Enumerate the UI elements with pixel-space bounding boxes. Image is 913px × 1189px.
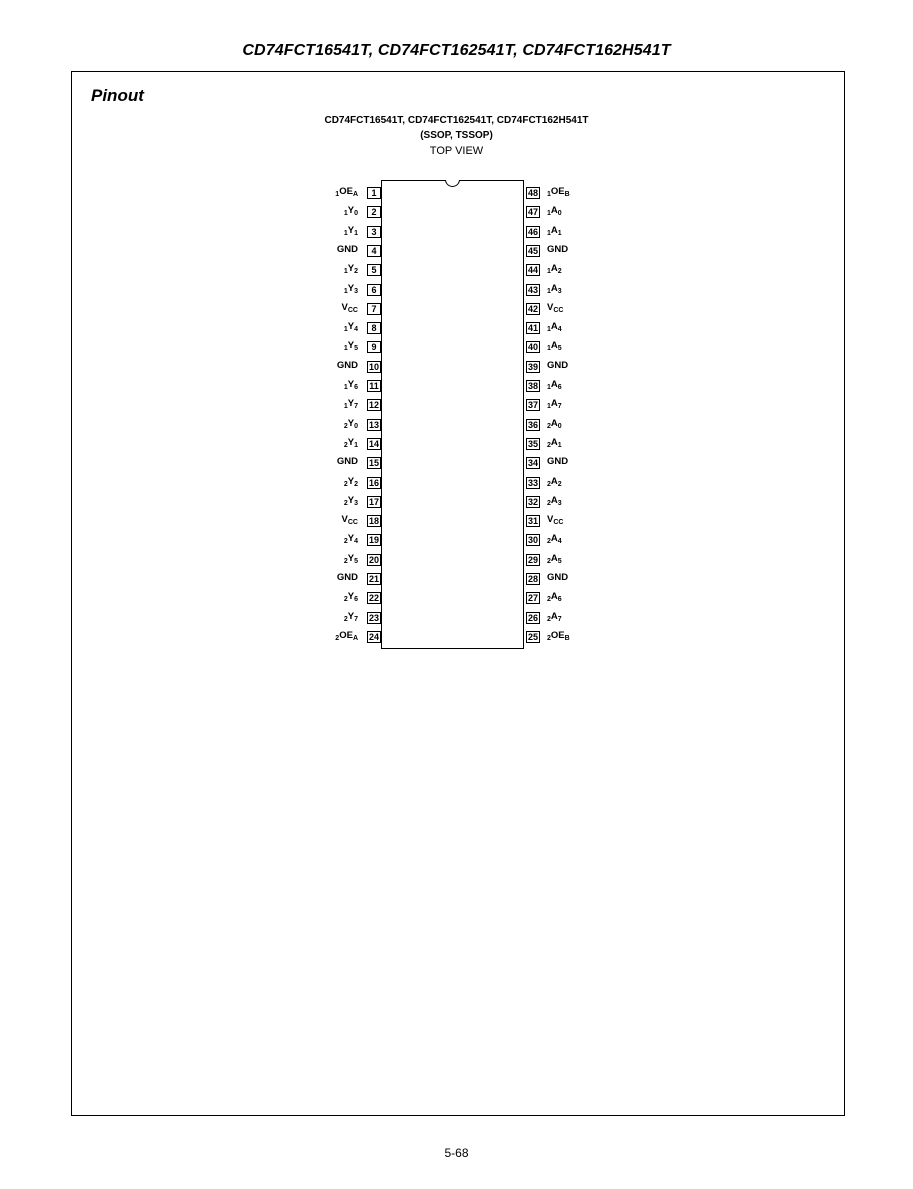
pin-number-17: 17 — [368, 497, 379, 507]
pin-label-36 — [547, 418, 562, 433]
pin-number-39: 39 — [527, 362, 538, 372]
pin-number-30: 30 — [527, 535, 538, 545]
pin-number-11: 11 — [367, 380, 381, 392]
pin-label-subscript: CC — [553, 307, 564, 314]
pin-number-45: 45 — [527, 246, 538, 256]
pin-label-prefix: 1 — [343, 384, 348, 391]
pin-number-10: 10 — [368, 362, 379, 372]
pin-label-base: A — [550, 553, 558, 564]
pin-number-24: 24 — [368, 632, 379, 642]
pin-label-prefix: 1 — [343, 326, 348, 333]
pin-label-prefix: 2 — [547, 558, 551, 565]
pin-number-22: 22 — [368, 593, 379, 603]
pin-label-prefix: 1 — [547, 288, 551, 295]
pin-label-subscript: B — [564, 191, 570, 198]
pin-label-subscript: 2 — [557, 268, 562, 275]
pin-label-base: A — [550, 379, 558, 390]
pin-label-base: Y — [347, 476, 355, 487]
pin-label-18 — [318, 514, 358, 526]
pin-label-prefix: 2 — [547, 442, 551, 449]
pin-label-subscript: 5 — [354, 558, 358, 565]
pin-number-40: 40 — [527, 342, 538, 352]
pin-label-subscript: 6 — [557, 596, 562, 603]
pin-label-subscript: 5 — [557, 345, 562, 352]
pin-label-subscript: A — [352, 635, 358, 642]
pin-number-4: 4 — [367, 245, 381, 257]
pin-label-base: Y — [347, 553, 355, 564]
pin-number-14: 14 — [368, 439, 379, 449]
pin-label-17 — [318, 495, 358, 510]
pin-label-subscript: 0 — [557, 423, 562, 430]
pin-label-base: Y — [347, 283, 355, 294]
pin-label-subscript: CC — [553, 519, 564, 526]
pin-label-base: GND — [336, 456, 358, 467]
pin-number-46: 46 — [527, 227, 538, 237]
pin-label-prefix: 1 — [547, 230, 551, 237]
pin-label-prefix: 2 — [343, 538, 348, 545]
diagram-caption-packages: (SSOP, TSSOP) — [420, 130, 493, 141]
pin-number-36: 36 — [527, 420, 538, 430]
pin-label-subscript: 4 — [557, 538, 562, 545]
pin-label-subscript: 0 — [354, 210, 358, 217]
pin-label-45 — [547, 244, 568, 256]
pin-label-base: GND — [547, 572, 569, 583]
pin-label-prefix: 2 — [343, 558, 348, 565]
pin-label-base: Y — [347, 611, 355, 622]
pin-label-base: A — [550, 283, 558, 294]
pin-label-base: Y — [347, 263, 355, 274]
pin-label-subscript: 4 — [557, 326, 562, 333]
pin-label-14 — [318, 437, 358, 452]
pin-label-35 — [547, 437, 562, 452]
pin-label-base: Y — [347, 437, 355, 448]
pin-label-subscript: 2 — [354, 481, 358, 488]
pin-label-base: V — [341, 514, 348, 525]
pin-label-subscript: 1 — [354, 442, 358, 449]
pin-label-prefix: 2 — [343, 500, 348, 507]
pin-number-16: 16 — [368, 478, 379, 488]
pin-label-40 — [547, 340, 562, 355]
pin-label-subscript: 3 — [557, 500, 562, 507]
pin-label-21 — [318, 572, 358, 584]
pin-label-subscript: 0 — [557, 210, 562, 217]
pin-number-9: 9 — [367, 341, 381, 353]
pin-number-23: 23 — [368, 613, 379, 623]
pin-label-prefix: 1 — [343, 403, 348, 410]
pin-label-subscript: 6 — [354, 384, 358, 391]
pin-label-34 — [547, 456, 568, 468]
pin-label-subscript: 3 — [354, 500, 358, 507]
pin-number-26: 26 — [527, 613, 538, 623]
pin-label-base: Y — [347, 591, 355, 602]
diagram-caption-view: TOP VIEW — [429, 145, 484, 157]
pin-label-base: Y — [347, 418, 355, 429]
pin-label-base: OE — [339, 630, 353, 641]
pin-label-6 — [318, 283, 358, 298]
pin-number-44: 44 — [527, 265, 538, 275]
pin-label-prefix: 2 — [547, 500, 551, 507]
pin-label-prefix: 1 — [547, 210, 551, 217]
pin-label-prefix: 2 — [343, 481, 348, 488]
pin-label-base: GND — [547, 360, 569, 371]
pin-label-base: A — [550, 533, 558, 544]
pin-label-prefix: 1 — [547, 191, 551, 198]
pin-label-5 — [318, 263, 358, 278]
pin-label-44 — [547, 263, 562, 278]
pin-number-18: 18 — [368, 516, 379, 526]
pin-number-42: 42 — [527, 304, 538, 314]
pin-label-prefix: 1 — [343, 230, 348, 237]
pin-number-35: 35 — [527, 439, 538, 449]
pin-label-2 — [318, 205, 358, 220]
pin-label-prefix: 1 — [343, 345, 348, 352]
page-number: 5-68 — [444, 1146, 469, 1160]
pin-label-prefix: 2 — [343, 442, 348, 449]
pin-label-prefix: 2 — [547, 596, 551, 603]
pin-label-37 — [547, 398, 562, 413]
pin-label-7 — [318, 302, 358, 314]
pin-label-10 — [318, 360, 358, 372]
pin-label-base: GND — [336, 572, 358, 583]
pin-number-48: 48 — [527, 188, 538, 198]
pin-label-base: GND — [336, 360, 358, 371]
pin-label-13 — [318, 418, 358, 433]
pin-number-32: 32 — [527, 497, 538, 507]
pin-label-prefix: 1 — [547, 384, 551, 391]
pin-label-base: V — [547, 302, 554, 313]
pin-label-9 — [318, 340, 358, 355]
pin1-notch — [445, 180, 460, 188]
pin-number-33: 33 — [527, 478, 538, 488]
pin-label-23 — [318, 611, 358, 626]
pin-label-subscript: 1 — [354, 230, 358, 237]
pin-number-19: 19 — [368, 535, 379, 545]
pin-label-base: Y — [347, 398, 355, 409]
pin-number-3: 3 — [367, 226, 381, 238]
document-header: CD74FCT16541T, CD74FCT162541T, CD74FCT162H541T — [242, 42, 671, 59]
pin-label-1 — [318, 186, 358, 201]
pin-label-subscript: 6 — [557, 384, 562, 391]
pin-label-subscript: 1 — [557, 230, 562, 237]
pin-label-prefix: 1 — [343, 288, 348, 295]
pin-label-22 — [318, 591, 358, 606]
pin-number-21: 21 — [368, 574, 379, 584]
pin-label-38 — [547, 379, 562, 394]
pin-label-prefix: 2 — [343, 423, 348, 430]
pin-label-prefix: 1 — [343, 210, 348, 217]
pin-label-30 — [547, 533, 562, 548]
pin-label-base: A — [550, 340, 558, 351]
pin-label-base: OE — [550, 630, 565, 641]
pin-number-7: 7 — [367, 303, 381, 315]
pin-number-1: 1 — [367, 187, 381, 199]
pin-number-6: 6 — [367, 284, 381, 296]
pin-label-subscript: 7 — [354, 616, 358, 623]
pin-number-43: 43 — [527, 285, 538, 295]
pin-number-28: 28 — [527, 574, 538, 584]
pin-label-47 — [547, 205, 562, 220]
pin-number-31: 31 — [527, 516, 538, 526]
pin-label-subscript: 7 — [557, 403, 562, 410]
pin-label-base: A — [550, 398, 558, 409]
pin-label-41 — [547, 321, 562, 336]
pin-label-25 — [547, 630, 570, 645]
pin-label-prefix: 2 — [547, 635, 551, 642]
pin-label-prefix: 1 — [343, 268, 348, 275]
pin-label-43 — [547, 283, 562, 298]
pin-label-prefix: 1 — [547, 345, 551, 352]
ic-package-body — [381, 180, 524, 649]
pin-label-subscript: 0 — [354, 423, 358, 430]
pin-label-prefix: 1 — [547, 268, 551, 275]
pin-label-base: A — [550, 495, 558, 506]
pin-label-subscript: CC — [347, 307, 358, 314]
pin-label-11 — [318, 379, 358, 394]
pin-label-33 — [547, 476, 562, 491]
pin-label-subscript: B — [564, 635, 570, 642]
pin-label-prefix: 1 — [547, 326, 551, 333]
pin-label-subscript: 4 — [354, 326, 358, 333]
pin-label-subscript: 3 — [557, 288, 562, 295]
pin-number-15: 15 — [368, 458, 379, 468]
pin-number-34: 34 — [527, 458, 538, 468]
pin-label-prefix: 2 — [547, 616, 551, 623]
pin-label-19 — [318, 533, 358, 548]
pin-label-base: A — [550, 225, 558, 236]
pin-label-3 — [318, 225, 358, 240]
pin-number-47: 47 — [527, 207, 538, 217]
pin-label-46 — [547, 225, 562, 240]
pin-label-24 — [318, 630, 358, 645]
pin-number-27: 27 — [527, 593, 538, 603]
pin-label-base: A — [550, 591, 558, 602]
pin-label-base: A — [550, 205, 558, 216]
pin-label-28 — [547, 572, 568, 584]
pin-label-base: A — [550, 476, 558, 487]
pin-label-base: Y — [347, 225, 355, 236]
pin-label-39 — [547, 360, 568, 372]
pin-label-base: Y — [347, 495, 355, 506]
pin-label-subscript: 3 — [354, 288, 358, 295]
pin-number-13: 13 — [368, 420, 379, 430]
pin-label-subscript: 7 — [354, 403, 358, 410]
pin-label-base: OE — [339, 186, 353, 197]
pin-label-subscript: 1 — [557, 442, 562, 449]
pin-label-base: GND — [547, 456, 569, 467]
pin-label-base: V — [341, 302, 348, 313]
pin-label-16 — [318, 476, 358, 491]
pin-label-subscript: 2 — [557, 481, 562, 488]
pin-label-subscript: 5 — [354, 345, 358, 352]
pin-label-subscript: 7 — [557, 616, 562, 623]
pin-label-subscript: 6 — [354, 596, 358, 603]
pin-label-base: V — [547, 514, 554, 525]
pin-label-32 — [547, 495, 562, 510]
pin-label-prefix: 2 — [547, 423, 551, 430]
pin-label-base: A — [550, 418, 558, 429]
pin-label-base: A — [550, 321, 558, 332]
pin-label-42 — [547, 302, 563, 314]
pin-label-12 — [318, 398, 358, 413]
pin-label-subscript: CC — [347, 519, 358, 526]
pin-number-12: 12 — [368, 400, 379, 410]
pin-label-base: Y — [347, 533, 355, 544]
pin-label-15 — [318, 456, 358, 468]
pin-label-subscript: 2 — [354, 268, 358, 275]
pin-number-37: 37 — [527, 400, 538, 410]
pin-label-base: Y — [347, 205, 355, 216]
diagram-caption-parts: CD74FCT16541T, CD74FCT162541T, CD74FCT162H541T — [324, 115, 589, 126]
pin-label-base: A — [550, 437, 558, 448]
pin-label-29 — [547, 553, 562, 568]
pin-label-prefix: 2 — [343, 616, 348, 623]
pin-label-base: Y — [347, 379, 355, 390]
pin-label-prefix: 2 — [547, 481, 551, 488]
pin-label-20 — [318, 553, 358, 568]
pin-label-48 — [547, 186, 570, 201]
pin-label-prefix: 2 — [343, 596, 348, 603]
pin-label-subscript: 5 — [557, 558, 562, 565]
pin-label-base: Y — [347, 340, 355, 351]
pin-label-subscript: 4 — [354, 538, 358, 545]
pin-label-base: GND — [547, 244, 569, 255]
pin-label-27 — [547, 591, 562, 606]
pin-number-41: 41 — [527, 323, 538, 333]
pin-label-base: Y — [347, 321, 355, 332]
pin-label-base: A — [550, 611, 558, 622]
pin-number-20: 20 — [368, 555, 379, 565]
pin-label-4 — [318, 244, 358, 256]
pin-label-base: A — [550, 263, 558, 274]
pin-label-base: OE — [550, 186, 565, 197]
pin-label-prefix: 1 — [547, 403, 551, 410]
pin-label-prefix: 2 — [335, 635, 340, 642]
pin-label-base: GND — [336, 244, 358, 255]
pin-label-26 — [547, 611, 562, 626]
pin-number-8: 8 — [367, 322, 381, 334]
section-title: Pinout — [91, 86, 144, 105]
pin-number-38: 38 — [527, 381, 538, 391]
pin-label-subscript: A — [352, 191, 358, 198]
pin-number-5: 5 — [367, 264, 381, 276]
pin-label-prefix: 2 — [547, 538, 551, 545]
pin-number-2: 2 — [367, 206, 381, 218]
pin-number-25: 25 — [527, 632, 538, 642]
pin-label-prefix: 1 — [335, 191, 340, 198]
pin-label-31 — [547, 514, 563, 526]
pin-number-29: 29 — [527, 555, 538, 565]
pin-label-8 — [318, 321, 358, 336]
